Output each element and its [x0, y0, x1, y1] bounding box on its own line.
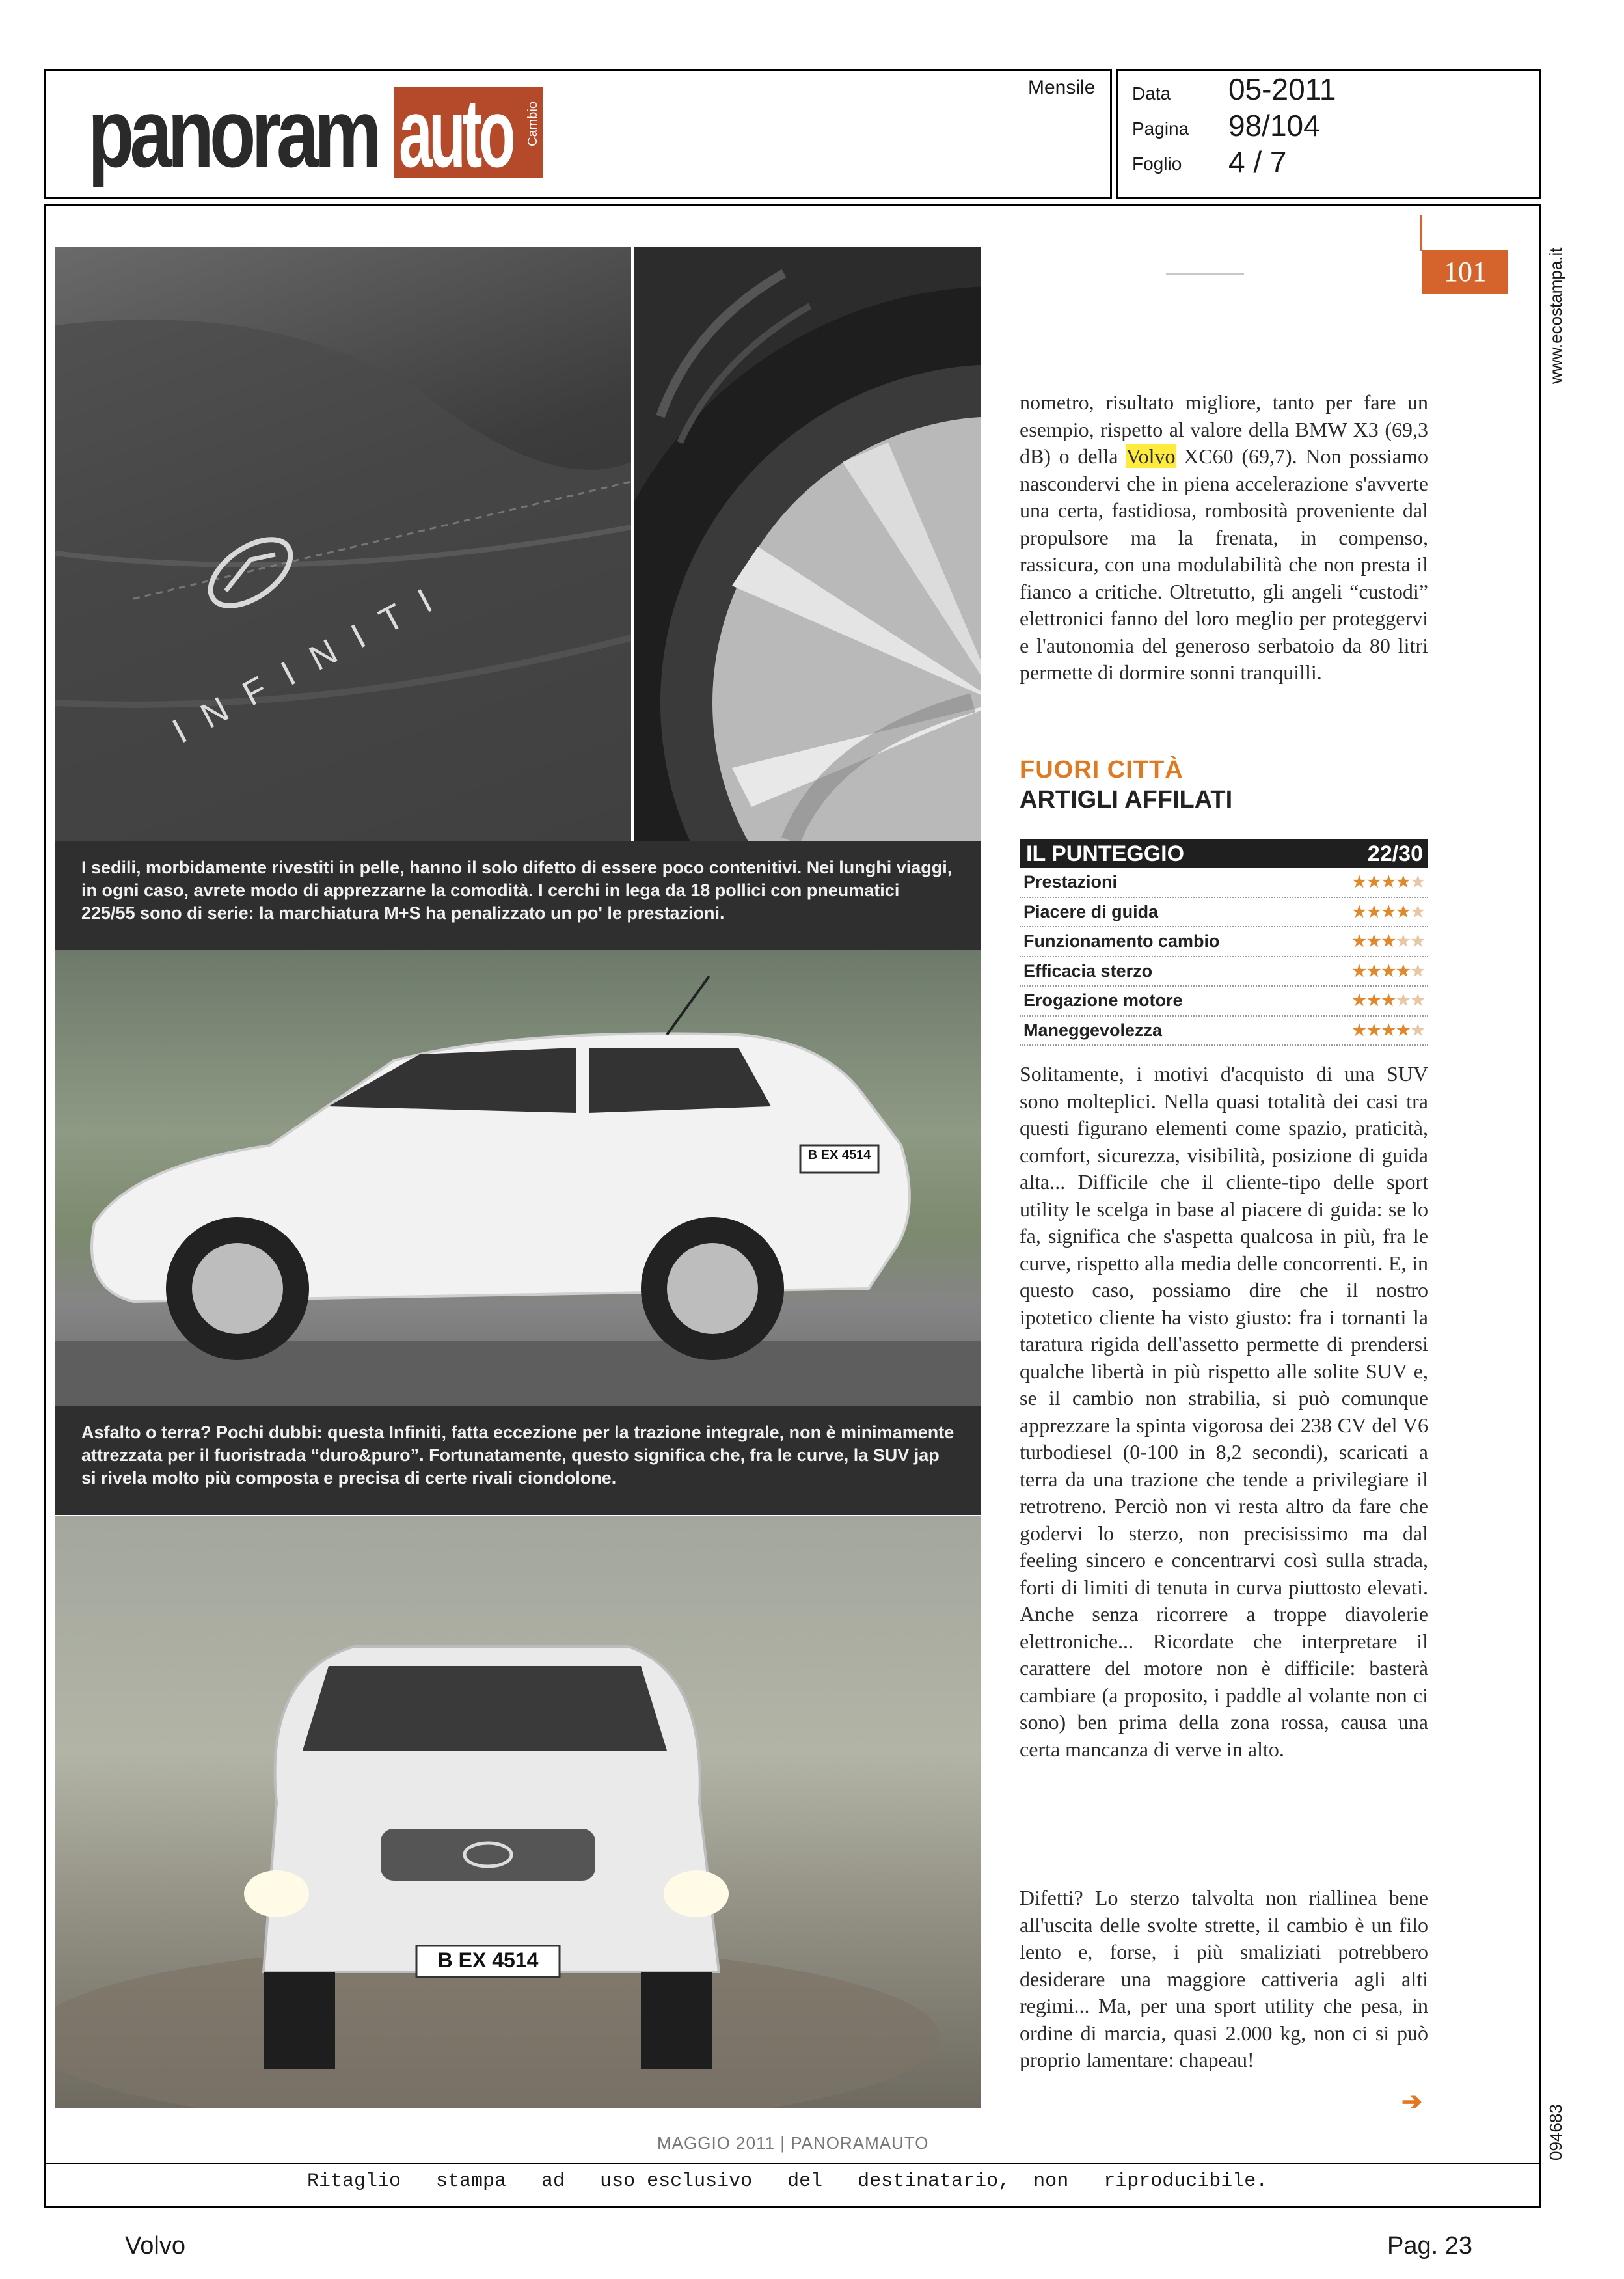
star-filled-icon: ★	[1396, 873, 1411, 891]
frequency-label: Mensile	[1028, 77, 1096, 98]
wheel-photo	[634, 247, 981, 841]
score-row-label: Funzionamento cambio	[1023, 931, 1220, 951]
column-rule	[1166, 273, 1244, 275]
star-filled-icon: ★	[1352, 1021, 1367, 1039]
star-empty-icon: ★	[1411, 933, 1426, 950]
meta-value-foglio: 4 / 7	[1228, 145, 1287, 179]
star-filled-icon: ★	[1352, 962, 1367, 980]
star-empty-icon: ★	[1411, 873, 1426, 891]
logo-main-text: panoram	[88, 78, 377, 187]
score-total: 22/30	[1367, 841, 1423, 866]
section-kicker: FUORI CITTÀ	[1020, 756, 1184, 784]
star-filled-icon: ★	[1381, 933, 1396, 950]
caption-offroad: Asfalto o terra? Pochi dubbi: questa Infiniti, fatta eccezione per la trazione integrale, non è minimamente attrezzata per il fuoristrada “duro&puro”. Fortunatamente, questo significa che, fra le curve, la SUV jap si rivela molto più composta e precisa di certe rivali ciondolone.	[55, 1406, 981, 1515]
paragraph-1-part-b: XC60 (69,7). Non possiamo nascondervi che in piena accelerazione s'avverte una certa, fastidiosa, rombosità proveniente dal propulsore ma la frenata, in compenso, rassicura, con una modulabilità che non presta il fianco a critiche. Oltretutto, gli angeli “custodi” elettronici fanno del loro meglio per proteggervi e l'autonomia del generoso serbatoio da 80 litri permette di dormire sonni tranquilli.	[1020, 444, 1429, 684]
car-front-photo	[55, 1516, 981, 2108]
footer-topic: Volvo	[125, 2232, 185, 2259]
star-empty-icon: ★	[1411, 903, 1426, 921]
paragraph-1-part-a: nometro, risultato migliore, tanto per fare un esempio, rispetto al valore della BMW X3 (69,3 dB) o della	[1020, 390, 1428, 468]
car-side-photo	[55, 950, 981, 1406]
score-row-stars	[1352, 957, 1426, 985]
seat-illustration	[55, 247, 631, 841]
score-row-label: Erogazione motore	[1023, 990, 1183, 1010]
star-filled-icon: ★	[1381, 992, 1396, 1009]
section-title: ARTIGLI AFFILATI	[1020, 786, 1233, 813]
score-row-stars	[1352, 1017, 1426, 1044]
car-front-illustration	[55, 1516, 981, 2108]
star-filled-icon: ★	[1366, 1021, 1382, 1039]
score-box	[1020, 839, 1428, 1046]
side-plate-text: B EX 4514	[807, 1148, 871, 1162]
star-empty-icon: ★	[1411, 992, 1426, 1009]
score-row	[1020, 1017, 1428, 1046]
seat-brand-text: INFINITI	[166, 571, 458, 751]
meta-value-pagina: 98/104	[1228, 109, 1320, 143]
score-row-stars	[1352, 868, 1426, 896]
score-row	[1020, 957, 1428, 987]
article-paragraph-2: Solitamente, i motivi d'acquisto di una SUV sono molteplici. Nella quasi totalità dei casi tra questi figurano elementi come spazio, praticità, comfort, sicurezza, visibilità, posizione di guida alta... Difficile che il cliente-tipo delle sport utility le scelga in base al piacere di guida: se lo fa, significa che s'aspetta qualcosa in più, fra le curve, rispetto alla media delle concorrenti. E, in questo caso, possiamo dire che il nostro ipotetico cliente ha visto giusto: fra i tornanti la taratura rigida dell'assetto permette di prendersi qualche libertà in più rispetto alle solite SUV e, se il cambio non strabilia, si può comunque apprezzare la spinta vigorosa dei 238 CV del V6 turbodiesel (0-100 in 8,2 secondi), scaricati a terra da una trazione che tende a privilegiare il retrotreno. Perciò non vi resta altro da fare che godervi lo sterzo, non precisissimo ma dal feeling sincero e concentrarvi così sulla strada, forti di limiti di tenuta in curva piuttosto elevati. Anche senza ricorrere a troppe diavolerie elettroniche... Ricordate che interpretare il carattere del motore non è difficile: basterà cambiare (a proposito, i paddle al volante non ci sono) ben prima della zona rossa, causa una certa mancanza di verve in alto.	[1020, 1062, 1428, 1761]
star-filled-icon: ★	[1366, 873, 1382, 891]
star-filled-icon: ★	[1366, 992, 1382, 1009]
star-filled-icon: ★	[1352, 992, 1367, 1009]
notice-divider	[44, 2163, 1541, 2164]
star-filled-icon: ★	[1381, 903, 1396, 921]
score-title: IL PUNTEGGIO	[1026, 841, 1185, 866]
logo-accent-box	[394, 78, 543, 187]
car-side-illustration	[55, 950, 981, 1406]
star-filled-icon: ★	[1352, 873, 1367, 891]
meta-label-foglio: Foglio	[1132, 154, 1182, 174]
star-empty-icon: ★	[1396, 992, 1411, 1009]
document-code: 094683	[1546, 2104, 1565, 2161]
star-filled-icon: ★	[1381, 962, 1396, 980]
score-row-stars	[1352, 987, 1426, 1015]
score-row-label: Maneggevolezza	[1023, 1020, 1163, 1040]
star-filled-icon: ★	[1366, 903, 1382, 921]
star-filled-icon: ★	[1352, 903, 1367, 921]
score-row-stars	[1352, 898, 1426, 926]
score-row	[1020, 898, 1428, 928]
star-filled-icon: ★	[1396, 1021, 1411, 1039]
star-filled-icon: ★	[1396, 903, 1411, 921]
logo-accent-text: auto	[399, 78, 512, 187]
seat-photo	[55, 247, 631, 841]
highlighted-volvo: Volvo	[1126, 444, 1176, 468]
star-filled-icon: ★	[1352, 933, 1367, 950]
continue-arrow-icon: ➔	[1401, 2088, 1422, 2116]
article-paragraph-3: Difetti? Lo sterzo talvolta non riallinea bene all'uscita delle svolte strette, il cambio è un filo lento e, forse, i più smaliziati potrebbero desiderare una maggiore cattiveria agli alti regimi... Ma, per una sport utility che pesa, in ordine di marcia, quasi 2.000 kg, non ci si può proprio lamentare: chapeau!	[1020, 1886, 1428, 2071]
score-row	[1020, 927, 1428, 957]
wheel-illustration	[634, 247, 981, 841]
star-filled-icon: ★	[1366, 933, 1382, 950]
star-filled-icon: ★	[1381, 1021, 1396, 1039]
star-filled-icon: ★	[1381, 873, 1396, 891]
front-plate-text: B EX 4514	[437, 1948, 539, 1972]
reproduction-notice: Ritaglio stampa ad uso esclusivo del destinatario, non riproducibile.	[307, 2170, 1268, 2192]
star-filled-icon: ★	[1396, 962, 1411, 980]
score-row-label: Efficacia sterzo	[1023, 961, 1153, 981]
star-empty-icon: ★	[1411, 962, 1426, 980]
meta-label-data: Data	[1132, 83, 1171, 103]
score-rows	[1020, 868, 1428, 1046]
score-row-label: Piacere di guida	[1023, 901, 1159, 921]
magazine-logo	[88, 78, 543, 187]
score-row	[1020, 868, 1428, 898]
page-number: 101	[1422, 250, 1508, 294]
score-header	[1020, 839, 1428, 868]
star-filled-icon: ★	[1366, 962, 1382, 980]
score-row	[1020, 987, 1428, 1017]
star-empty-icon: ★	[1396, 933, 1411, 950]
article-paragraph-1	[1020, 389, 1428, 687]
star-empty-icon: ★	[1411, 1021, 1426, 1039]
website-label: www.ecostampa.it	[1546, 247, 1565, 384]
magazine-footer: MAGGIO 2011 | PANORAMAUTO	[657, 2133, 929, 2153]
page-tab-line	[1420, 215, 1422, 251]
meta-label-pagina: Pagina	[1132, 118, 1189, 139]
meta-value-data: 05-2011	[1228, 72, 1336, 106]
caption-seats-wheels: I sedili, morbidamente rivestiti in pelle, hanno il solo difetto di essere poco contenitivi. Nei lunghi viaggi, in ogni caso, avrete modo di apprezzarne la comodità. I cerchi in lega da 18 pollici con pneumatici 225/55 sono di serie: la marchiatura M+S ha penalizzato un po' le prestazioni.	[55, 841, 981, 950]
footer-page: Pag. 23	[1387, 2232, 1472, 2259]
score-row-stars	[1352, 927, 1426, 955]
score-row-label: Prestazioni	[1023, 872, 1118, 892]
logo-sub-text: Cambio	[526, 102, 540, 146]
